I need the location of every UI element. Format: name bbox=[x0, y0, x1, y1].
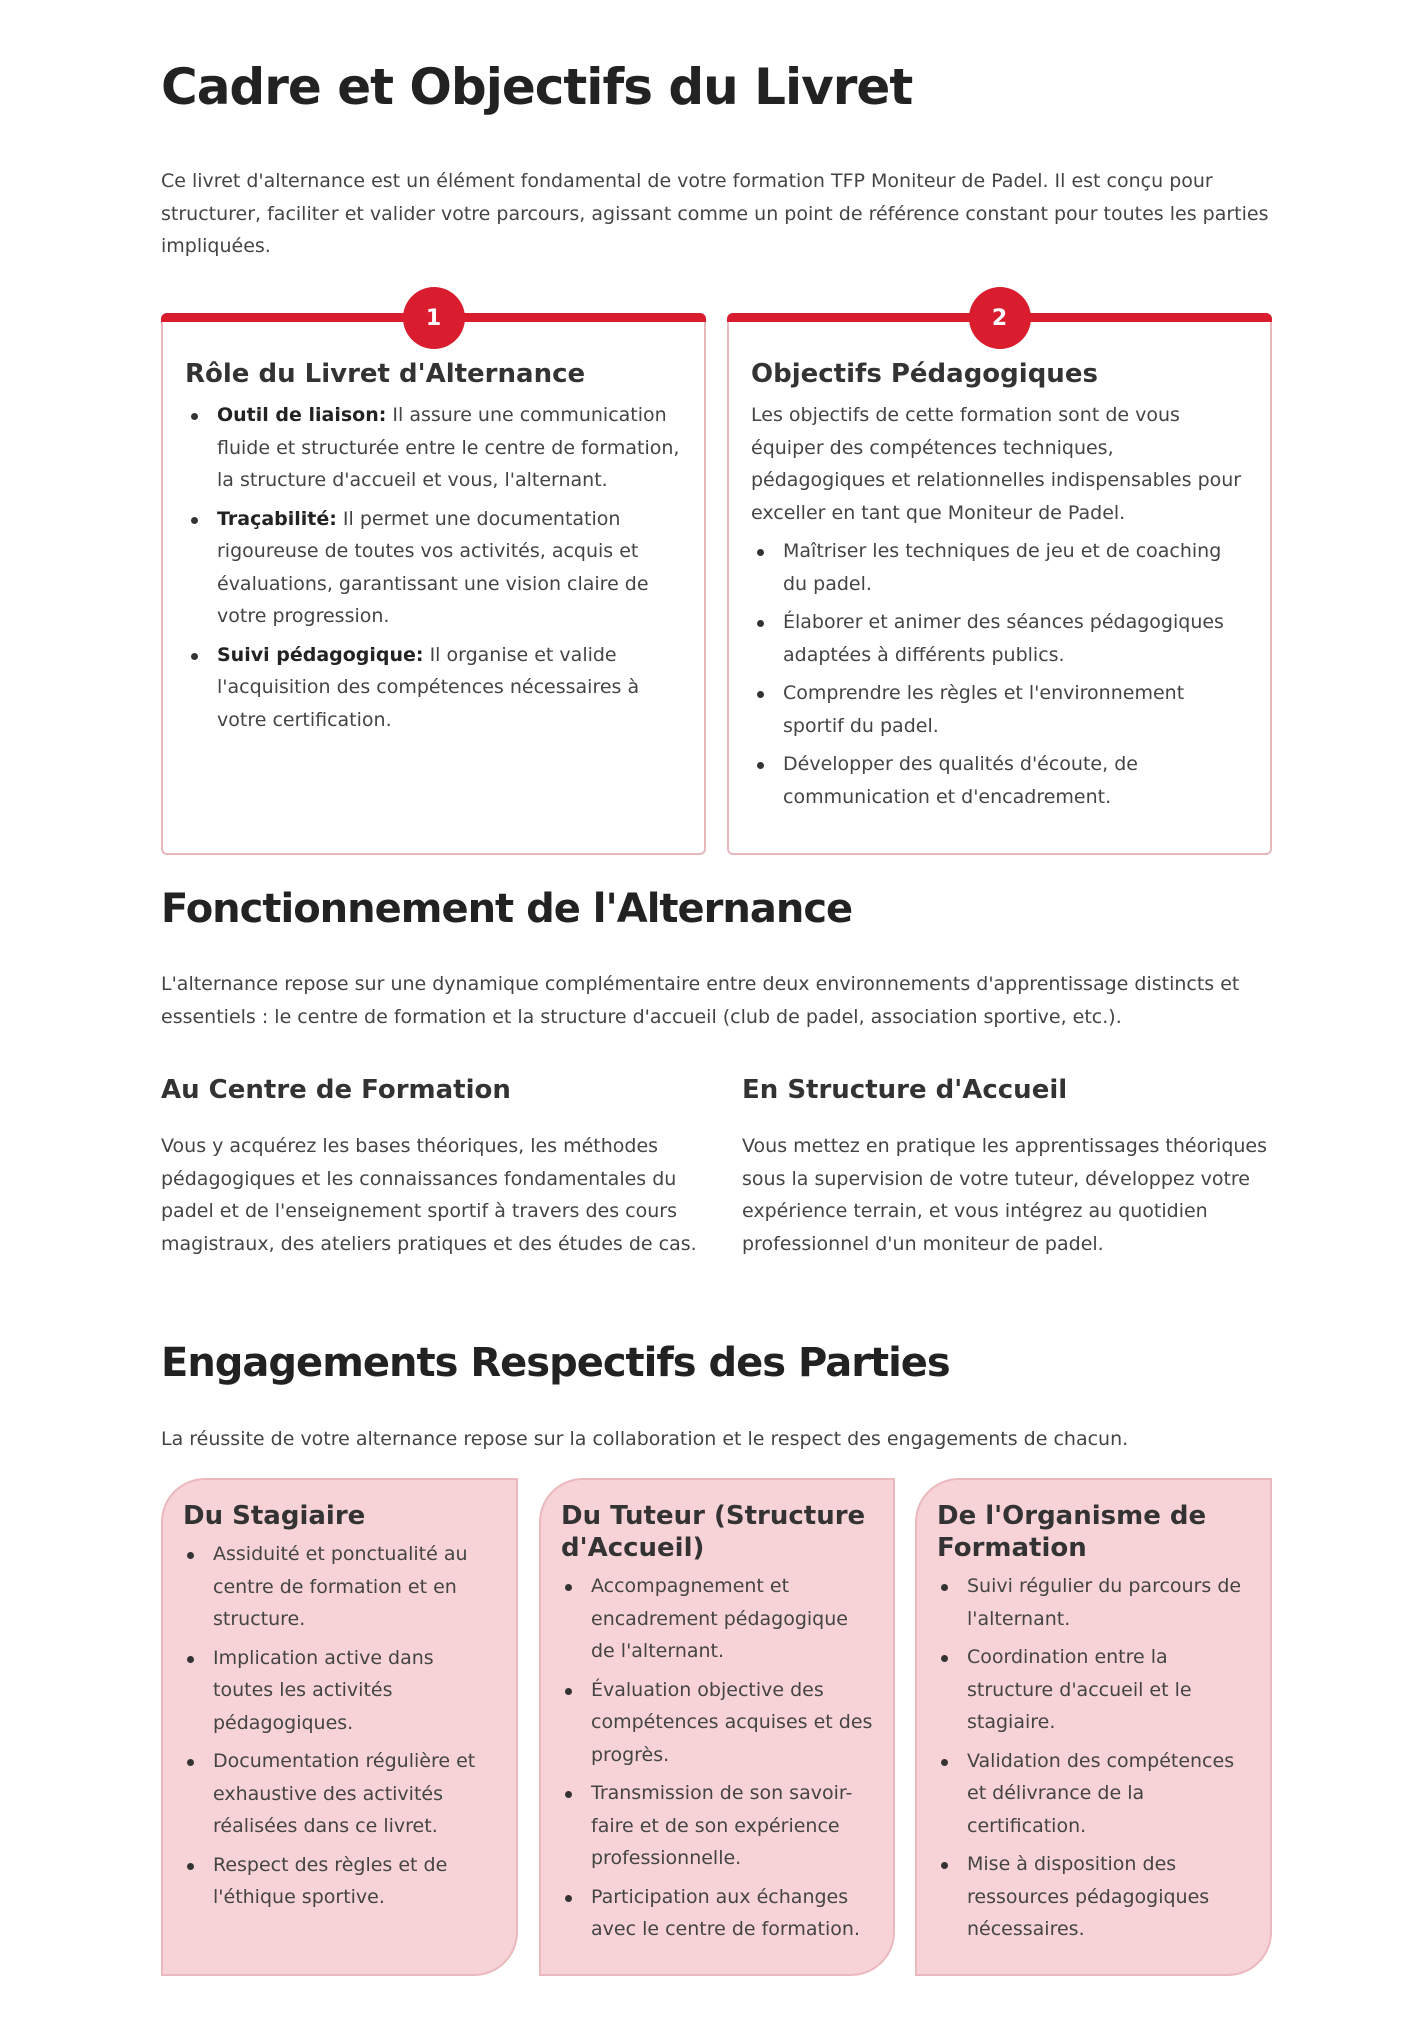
list-item: Outil de liaison: Il assure une communication fluide et structurée entre le centre de formation, la structure d'accueil et vous, l'alternant. bbox=[185, 399, 682, 497]
column-title: En Structure d'Accueil bbox=[742, 1075, 1068, 1105]
column-title: Au Centre de Formation bbox=[161, 1075, 511, 1105]
page-title: Cadre et Objectifs du Livret bbox=[161, 58, 913, 116]
section-heading: Engagements Respectifs des Parties bbox=[161, 1340, 950, 1386]
card-text: Les objectifs de cette formation sont de vous équiper des compétences techniques, pédagogiques et relationnelles indispensables pour exceller en tant que Moniteur de Padel. bbox=[751, 404, 1242, 524]
list-item: Respect des règles et de l'éthique sportive. bbox=[181, 1849, 498, 1914]
list-item: Participation aux échanges avec le centre de formation. bbox=[559, 1881, 875, 1946]
section-heading: Fonctionnement de l'Alternance bbox=[161, 886, 853, 932]
list-item: Validation des compétences et délivrance de la certification. bbox=[935, 1745, 1252, 1843]
card-title: De l'Organisme de Formation bbox=[937, 1501, 1207, 1563]
list-item: Accompagnement et encadrement pédagogique de l'alternant. bbox=[559, 1570, 875, 1668]
card-stagiaire bbox=[161, 1478, 518, 1976]
card-tuteur bbox=[539, 1478, 895, 1976]
intro-text: Ce livret d'alternance est un élément fondamental de votre formation TFP Moniteur de Padel. Il est conçu pour structurer, faciliter et valider votre parcours, agissant comme un point de référence constant pour toutes les parties impliquées. bbox=[161, 170, 1269, 257]
list-item: Documentation régulière et exhaustive des activités réalisées dans ce livret. bbox=[181, 1745, 498, 1843]
list-item: Mise à disposition des ressources pédagogiques nécessaires. bbox=[935, 1848, 1252, 1946]
card-title: Du Stagiaire bbox=[183, 1501, 366, 1531]
card-objectives bbox=[727, 305, 1272, 855]
list-item: Traçabilité: Il permet une documentation rigoureuse de toutes vos activités, acquis et évaluations, garantissant une vision claire de votre progression. bbox=[185, 503, 682, 633]
list-item: Assiduité et ponctualité au centre de formation et en structure. bbox=[181, 1538, 498, 1636]
list-item: Maîtriser les techniques de jeu et de coaching du padel. bbox=[751, 535, 1248, 600]
card-title: Du Tuteur (Structure d'Accueil) bbox=[561, 1501, 866, 1563]
section-text: La réussite de votre alternance repose sur la collaboration et le respect des engagements de chacun. bbox=[161, 1428, 1129, 1450]
list-item: Suivi régulier du parcours de l'alternant. bbox=[935, 1570, 1252, 1635]
list-item: Coordination entre la structure d'accueil et le stagiaire. bbox=[935, 1641, 1252, 1739]
section-text: L'alternance repose sur une dynamique complémentaire entre deux environnements d'apprentissage distincts et essentiels : le centre de formation et la structure d'accueil (club de padel, association sportive, etc.). bbox=[161, 973, 1240, 1028]
list-item: Développer des qualités d'écoute, de communication et d'encadrement. bbox=[751, 748, 1248, 813]
list-item: Suivi pédagogique: Il organise et valide l'acquisition des compétences nécessaires à votre certification. bbox=[185, 639, 682, 737]
list-item: Transmission de son savoir-faire et de son expérience professionnelle. bbox=[559, 1777, 875, 1875]
card-title: Objectifs Pédagogiques bbox=[751, 359, 1098, 389]
list-item: Implication active dans toutes les activités pédagogiques. bbox=[181, 1642, 498, 1740]
list-item: Comprendre les règles et l'environnement sportif du padel. bbox=[751, 677, 1248, 742]
card-role bbox=[161, 305, 706, 855]
card-title: Rôle du Livret d'Alternance bbox=[185, 359, 586, 389]
card-organisme bbox=[915, 1478, 1272, 1976]
number-badge: 2 bbox=[969, 287, 1031, 349]
list-item: Évaluation objective des compétences acquises et des progrès. bbox=[559, 1674, 875, 1772]
column-text: Vous mettez en pratique les apprentissages théoriques sous la supervision de votre tuteur, développez votre expérience terrain, et vous intégrez au quotidien professionnel d'un moniteur de padel. bbox=[742, 1135, 1268, 1255]
list-item: Élaborer et animer des séances pédagogiques adaptées à différents publics. bbox=[751, 606, 1248, 671]
number-badge: 1 bbox=[403, 287, 465, 349]
column-text: Vous y acquérez les bases théoriques, les méthodes pédagogiques et les connaissances fondamentales du padel et de l'enseignement sportif à travers des cours magistraux, des ateliers pratiques et des études de cas. bbox=[161, 1135, 697, 1255]
